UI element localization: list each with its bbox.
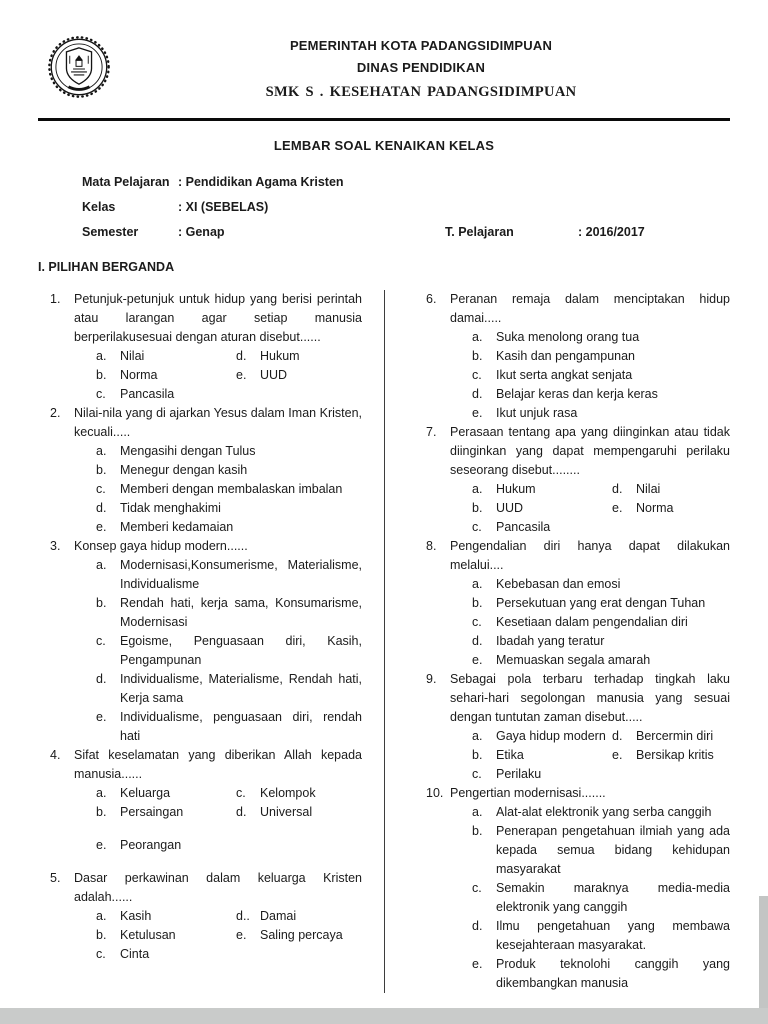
option — [96, 945, 362, 964]
option-row — [472, 347, 730, 366]
option-letter: e. — [472, 406, 483, 420]
scan-artifact-right — [759, 896, 768, 1008]
question-number: 8. — [426, 539, 437, 553]
option-row — [96, 670, 362, 708]
option-letter: d. — [472, 387, 483, 401]
option-row — [96, 945, 362, 964]
option-row — [472, 727, 730, 746]
option — [472, 917, 730, 955]
option-letter: e. — [472, 957, 483, 971]
option-row — [96, 480, 362, 499]
option-row — [96, 803, 362, 822]
option — [96, 907, 236, 926]
option-row — [96, 366, 362, 385]
questions-area — [38, 290, 730, 993]
option — [472, 879, 730, 917]
option-row — [472, 632, 730, 651]
option-text: Etika — [496, 748, 524, 762]
option-text: Bersikap kritis — [636, 748, 714, 762]
option-text: Memuaskan segala amarah — [496, 653, 651, 667]
option-row — [96, 784, 362, 803]
option-row — [472, 594, 730, 613]
option-text: UUD — [496, 501, 524, 515]
option-letter: e. — [236, 928, 247, 942]
question-options — [426, 727, 730, 784]
option — [96, 442, 362, 461]
question-head — [426, 784, 730, 803]
meta-row-class — [82, 198, 730, 217]
option — [96, 708, 362, 746]
school-year-value: : 2016/2017 — [578, 225, 645, 239]
option — [612, 499, 730, 518]
option-letter: e. — [96, 838, 107, 852]
question-options — [426, 328, 730, 423]
option-letter: d. — [472, 919, 483, 933]
scan-artifact-bottom — [0, 1008, 768, 1024]
option — [236, 366, 362, 385]
option-row — [96, 907, 362, 926]
question — [426, 423, 730, 537]
option-letter: c. — [96, 387, 106, 401]
option-text: Damai — [260, 909, 297, 923]
option-row — [96, 518, 362, 537]
option-row — [472, 518, 730, 537]
option — [96, 670, 362, 708]
option-letter: a. — [472, 729, 483, 743]
option-text: Persekutuan yang erat dengan Tuhan — [496, 596, 706, 610]
option-row — [472, 746, 730, 765]
question-number: 3. — [50, 539, 61, 553]
question-options — [426, 803, 730, 993]
question-head — [50, 537, 362, 556]
option-text: Universal — [260, 805, 313, 819]
option-letter: a. — [96, 558, 107, 572]
option — [472, 480, 612, 499]
option-letter: a. — [96, 786, 107, 800]
option — [96, 499, 362, 518]
option-letter: d.. — [236, 909, 250, 923]
school-name: SMK S . KESEHATAN PADANGSIDIMPUAN — [265, 84, 577, 100]
section-heading: I. PILIHAN BERGANDA — [38, 260, 175, 274]
option-letter: b. — [472, 501, 483, 515]
option-letter: c. — [236, 786, 246, 800]
class-label: Kelas — [82, 200, 116, 214]
question-number: 9. — [426, 672, 437, 686]
option-letter: a. — [472, 330, 483, 344]
option — [236, 347, 362, 366]
option — [472, 385, 730, 404]
option-letter: a. — [96, 909, 107, 923]
option — [472, 651, 730, 670]
question-head — [426, 423, 730, 480]
exam-meta — [82, 173, 730, 242]
option-text: Tidak menghakimi — [120, 501, 221, 515]
option-letter: c. — [96, 482, 106, 496]
option — [236, 803, 362, 822]
question-number: 7. — [426, 425, 437, 439]
option-letter: d. — [472, 634, 483, 648]
option-letter: b. — [472, 596, 483, 610]
option — [472, 746, 612, 765]
option-row — [472, 385, 730, 404]
question — [50, 404, 362, 537]
option-text: Mengasihi dengan Tulus — [120, 444, 256, 458]
option-letter: c. — [472, 368, 482, 382]
option-row — [472, 822, 730, 879]
option-letter: a. — [96, 444, 107, 458]
option-text: Kesetiaan dalam pengendalian diri — [496, 615, 688, 629]
option-row — [96, 708, 362, 746]
option-text: Suka menolong orang tua — [496, 330, 640, 344]
option — [236, 907, 362, 926]
option-row — [472, 803, 730, 822]
option-text: Egoisme, Penguasaan diri, Kasih, Pengampunan — [120, 634, 362, 667]
option-text: Produk teknolohi canggih yang dikembangkan manusia — [496, 957, 730, 990]
option — [472, 803, 730, 822]
option — [96, 366, 236, 385]
option-row — [472, 917, 730, 955]
question-text: Nilai-nila yang di ajarkan Yesus dalam Iman Kristen, kecuali..... — [74, 406, 362, 439]
question-number: 10. — [426, 786, 444, 800]
option — [472, 955, 730, 993]
option-letter: d. — [612, 729, 623, 743]
option — [96, 784, 236, 803]
option-letter: b. — [96, 596, 107, 610]
option-letter: e. — [612, 501, 623, 515]
option-text: UUD — [260, 368, 288, 382]
option — [96, 480, 362, 499]
question — [426, 784, 730, 993]
question-head — [426, 290, 730, 328]
questions-column-right — [385, 290, 730, 993]
question-number: 1. — [50, 292, 61, 306]
option-letter: c. — [472, 767, 482, 781]
option-text: Bercermin diri — [636, 729, 714, 743]
option-row — [472, 499, 730, 518]
option-text: Persaingan — [120, 805, 184, 819]
option-letter: d. — [96, 672, 107, 686]
option — [472, 404, 730, 423]
question-options — [50, 347, 362, 404]
option-text: Ikut unjuk rasa — [496, 406, 578, 420]
option-row — [96, 499, 362, 518]
option-text: Penerapan pengetahuan ilmiah yang ada kepada semua bidang kehidupan masyarakat — [496, 824, 730, 876]
option-letter: a. — [472, 805, 483, 819]
option — [236, 784, 362, 803]
question — [50, 746, 362, 855]
question-text: Konsep gaya hidup modern...... — [74, 539, 248, 553]
option-letter: e. — [612, 748, 623, 762]
option-letter: a. — [472, 577, 483, 591]
option — [96, 632, 362, 670]
option — [472, 518, 730, 537]
meta-row-school-year — [445, 223, 645, 242]
question-options — [426, 480, 730, 537]
option-text: Individualisme, Materialisme, Rendah hati, Kerja sama — [120, 672, 362, 705]
school-year-label: T. Pelajaran — [445, 225, 514, 239]
option-text: Ibadah yang teratur — [496, 634, 605, 648]
option — [96, 461, 362, 480]
option-letter: b. — [472, 349, 483, 363]
option — [96, 556, 362, 594]
question — [50, 537, 362, 746]
option — [96, 594, 362, 632]
questions-column-left — [38, 290, 384, 993]
question-text: Pengendalian diri hanya dapat dilakukan melalui.... — [450, 539, 730, 572]
option-text: Menegur dengan kasih — [120, 463, 248, 477]
option-text: Keluarga — [120, 786, 171, 800]
option-text: Alat-alat elektronik yang serba canggih — [496, 805, 712, 819]
option-text: Peorangan — [120, 838, 182, 852]
question-options — [50, 556, 362, 746]
question — [50, 290, 362, 404]
question — [50, 869, 362, 964]
option-text: Semakin maraknya media-media elektronik yang canggih — [496, 881, 730, 914]
option-row — [472, 404, 730, 423]
question-number: 6. — [426, 292, 437, 306]
question-options — [50, 442, 362, 537]
option-letter: a. — [96, 349, 107, 363]
option-letter: c. — [472, 615, 482, 629]
option-row — [472, 366, 730, 385]
option-letter: e. — [96, 710, 107, 724]
option-row — [472, 879, 730, 917]
option-letter: b. — [96, 463, 107, 477]
option-text: Memberi kedamaian — [120, 520, 234, 534]
letterhead-text — [112, 34, 730, 101]
option-text: Kasih dan pengampunan — [496, 349, 636, 363]
option-row — [96, 556, 362, 594]
question — [426, 537, 730, 670]
letterhead — [0, 0, 768, 101]
meta-row-semester — [82, 223, 730, 242]
letterhead-rule — [38, 118, 730, 121]
question-options — [50, 907, 362, 964]
option-row — [472, 765, 730, 784]
option-text: Rendah hati, kerja sama, Konsumarisme, Modernisasi — [120, 596, 362, 629]
question-text: Sifat keselamatan yang diberikan Allah kepada manusia...... — [74, 748, 362, 781]
question-options — [426, 575, 730, 670]
option — [472, 347, 730, 366]
option-text: Hukum — [260, 349, 300, 363]
document-title: LEMBAR SOAL KENAIKAN KELAS — [273, 138, 495, 153]
option-letter: b. — [472, 748, 483, 762]
question-number: 4. — [50, 748, 61, 762]
option — [612, 746, 730, 765]
question-head — [50, 290, 362, 347]
option — [96, 836, 362, 855]
option — [472, 727, 612, 746]
option-text: Ketulusan — [120, 928, 176, 942]
option-text: Norma — [636, 501, 674, 515]
question-head — [426, 670, 730, 727]
option-letter: b. — [96, 805, 107, 819]
option — [472, 632, 730, 651]
semester-value: : Genap — [178, 225, 225, 239]
option-letter: d. — [96, 501, 107, 515]
question-head — [50, 404, 362, 442]
option-letter: b. — [472, 824, 483, 838]
option — [472, 613, 730, 632]
option-letter: d. — [236, 349, 247, 363]
option-letter: b. — [96, 928, 107, 942]
option — [472, 822, 730, 879]
question-text: Petunjuk-petunjuk untuk hidup yang berisi perintah atau larangan agar setiap manusia berperilakusesuai dengan aturan disebut...... — [74, 292, 362, 344]
option — [472, 575, 730, 594]
city-emblem-logo-icon — [46, 34, 112, 100]
option-text: Cinta — [120, 947, 150, 961]
option-text: Individualisme, penguasaan diri, rendah hati — [120, 710, 362, 743]
option-text: Belajar keras dan kerja keras — [496, 387, 658, 401]
question-head — [426, 537, 730, 575]
class-value: : XI (SEBELAS) — [178, 200, 269, 214]
question-number: 5. — [50, 871, 61, 885]
option — [96, 803, 236, 822]
question-number: 2. — [50, 406, 61, 420]
option-text: Saling percaya — [260, 928, 343, 942]
option — [96, 518, 362, 537]
option-text: Memberi dengan membalaskan imbalan — [120, 482, 343, 496]
option-row — [472, 575, 730, 594]
option — [472, 594, 730, 613]
option-letter: e. — [96, 520, 107, 534]
option — [612, 480, 730, 499]
option-row — [472, 651, 730, 670]
option — [472, 765, 730, 784]
option-row — [96, 836, 362, 855]
option — [472, 366, 730, 385]
option-text: Perilaku — [496, 767, 542, 781]
question-head — [50, 746, 362, 784]
option-row — [96, 347, 362, 366]
option-row — [472, 955, 730, 993]
option-row — [96, 442, 362, 461]
option-row — [96, 461, 362, 480]
option — [472, 499, 612, 518]
option-letter: c. — [96, 634, 106, 648]
option-text: Ikut serta angkat senjata — [496, 368, 633, 382]
option-letter: c. — [472, 881, 482, 895]
option-letter: c. — [472, 520, 482, 534]
subject-label: Mata Pelajaran — [82, 175, 170, 189]
option-letter: d. — [612, 482, 623, 496]
question-text: Dasar perkawinan dalam keluarga Kristen adalah...... — [74, 871, 362, 904]
option-letter: b. — [96, 368, 107, 382]
option-text: Nilai — [120, 349, 145, 363]
question-text: Perasaan tentang apa yang diinginkan atau tidak diinginkan yang dapat mempengaruhi perilaku seseorang disebut........ — [450, 425, 730, 477]
option-text: Pancasila — [120, 387, 175, 401]
semester-label: Semester — [82, 225, 139, 239]
question-head — [50, 869, 362, 907]
option-row — [472, 613, 730, 632]
option-text: Hukum — [496, 482, 536, 496]
option-text: Nilai — [636, 482, 661, 496]
option-letter: e. — [472, 653, 483, 667]
question — [426, 670, 730, 784]
subject-value: : Pendidikan Agama Kristen — [178, 175, 344, 189]
option — [236, 926, 362, 945]
option-text: Gaya hidup modern — [496, 729, 606, 743]
option-letter: d. — [236, 805, 247, 819]
option — [96, 385, 362, 404]
option-row — [96, 926, 362, 945]
option — [612, 727, 730, 746]
question-text: Peranan remaja dalam menciptakan hidup damai..... — [450, 292, 730, 325]
option-row — [472, 328, 730, 347]
option-row — [96, 385, 362, 404]
question-options — [50, 784, 362, 855]
option — [96, 347, 236, 366]
option-letter: a. — [472, 482, 483, 496]
question-text: Sebagai pola terbaru terhadap tingkah laku sehari-hari segolongan manusia yang sesuai dengan tuntutan zaman disebut..... — [450, 672, 730, 724]
option-letter: e. — [236, 368, 247, 382]
option-text: Modernisasi,Konsumerisme, Materialisme, Individualisme — [120, 558, 362, 591]
option-row — [96, 594, 362, 632]
option — [472, 328, 730, 347]
government-name: PEMERINTAH KOTA PADANGSIDIMPUAN — [289, 38, 553, 53]
question-text: Pengertian modernisasi....... — [450, 786, 606, 800]
option-text: Pancasila — [496, 520, 551, 534]
option-letter: c. — [96, 947, 106, 961]
option-text: Kelompok — [260, 786, 316, 800]
option — [96, 926, 236, 945]
option-row — [96, 632, 362, 670]
option-text: Ilmu pengetahuan yang membawa kesejahteraan masyarakat. — [496, 919, 730, 952]
department-name: DINAS PENDIDIKAN — [356, 60, 486, 75]
option-text: Norma — [120, 368, 158, 382]
option-text: Kasih — [120, 909, 152, 923]
question — [426, 290, 730, 423]
meta-row-subject — [82, 173, 730, 192]
option-row — [472, 480, 730, 499]
option-text: Kebebasan dan emosi — [496, 577, 621, 591]
